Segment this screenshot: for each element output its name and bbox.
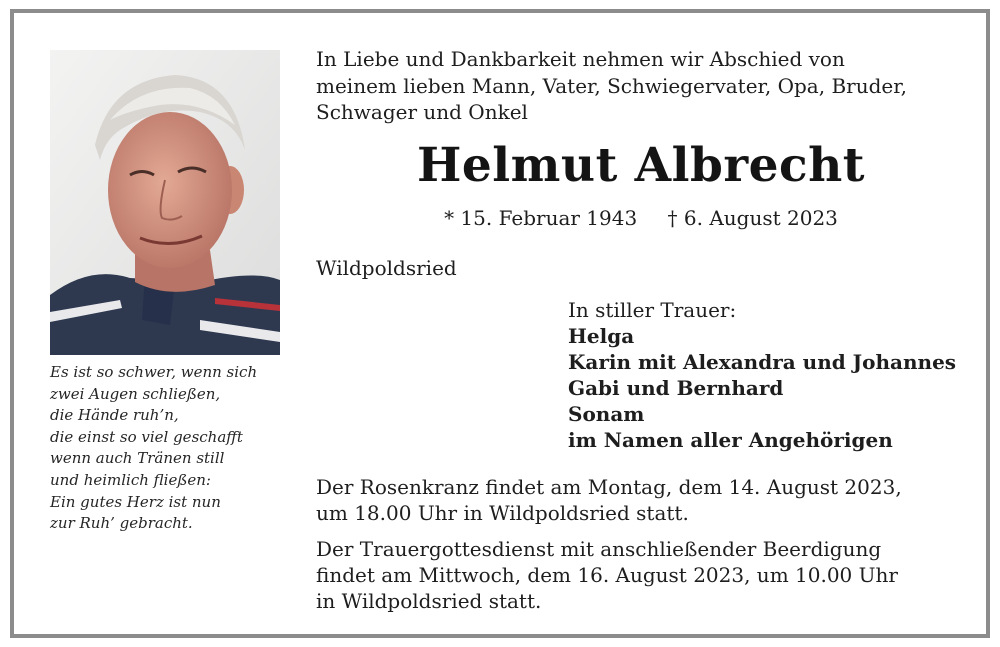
residence: Wildpoldsried (316, 256, 457, 280)
notice-line: um 18.00 Uhr in Wildpoldsried statt. (316, 501, 689, 525)
funeral-notice (316, 536, 976, 614)
poem-line: Ein gutes Herz ist nun (50, 492, 221, 511)
notice-line: Der Trauergottesdienst mit anschließender Beerdigung (316, 537, 882, 561)
poem-line: und heimlich fließen: (50, 470, 211, 489)
notice-line: findet am Mittwoch, dem 16. August 2023, um 10.00 Uhr (316, 563, 898, 587)
birth-date: * 15. Februar 1943 (444, 206, 638, 230)
mourner-name: im Namen aller Angehörigen (568, 428, 893, 452)
poem-line: die einst so viel geschafft (50, 427, 243, 446)
deceased-name: Helmut Albrecht (417, 138, 865, 193)
life-dates (316, 206, 966, 230)
mourner-name: Helga (568, 324, 635, 348)
poem-line: zur Ruh’ gebracht. (50, 514, 193, 533)
notice-line: Der Rosenkranz findet am Montag, dem 14. August 2023, (316, 475, 902, 499)
intro-line: Schwager und Onkel (316, 100, 528, 124)
mourners-heading: In stiller Trauer: (568, 298, 737, 322)
intro-line: meinem lieben Mann, Vater, Schwiegervater, Opa, Bruder, (316, 73, 907, 98)
death-date: † 6. August 2023 (667, 206, 838, 230)
mourners (568, 297, 956, 453)
poem-line: die Hände ruh’n, (50, 406, 179, 425)
poem (50, 362, 290, 535)
poem-line: zwei Augen schließen, (50, 384, 221, 403)
portrait-photo (50, 50, 280, 355)
rosary-notice (316, 474, 976, 526)
poem-line: wenn auch Tränen still (50, 449, 225, 468)
mourner-name: Sonam (568, 402, 645, 426)
poem-line: Es ist so schwer, wenn sich (50, 363, 258, 381)
mourner-name: Gabi und Bernhard (568, 376, 784, 400)
notice-line: in Wildpoldsried statt. (316, 589, 542, 613)
intro-text (316, 46, 976, 126)
intro-line: In Liebe und Dankbarkeit nehmen wir Abschied von (316, 47, 845, 71)
mourner-name: Karin mit Alexandra und Johannes (568, 350, 957, 374)
